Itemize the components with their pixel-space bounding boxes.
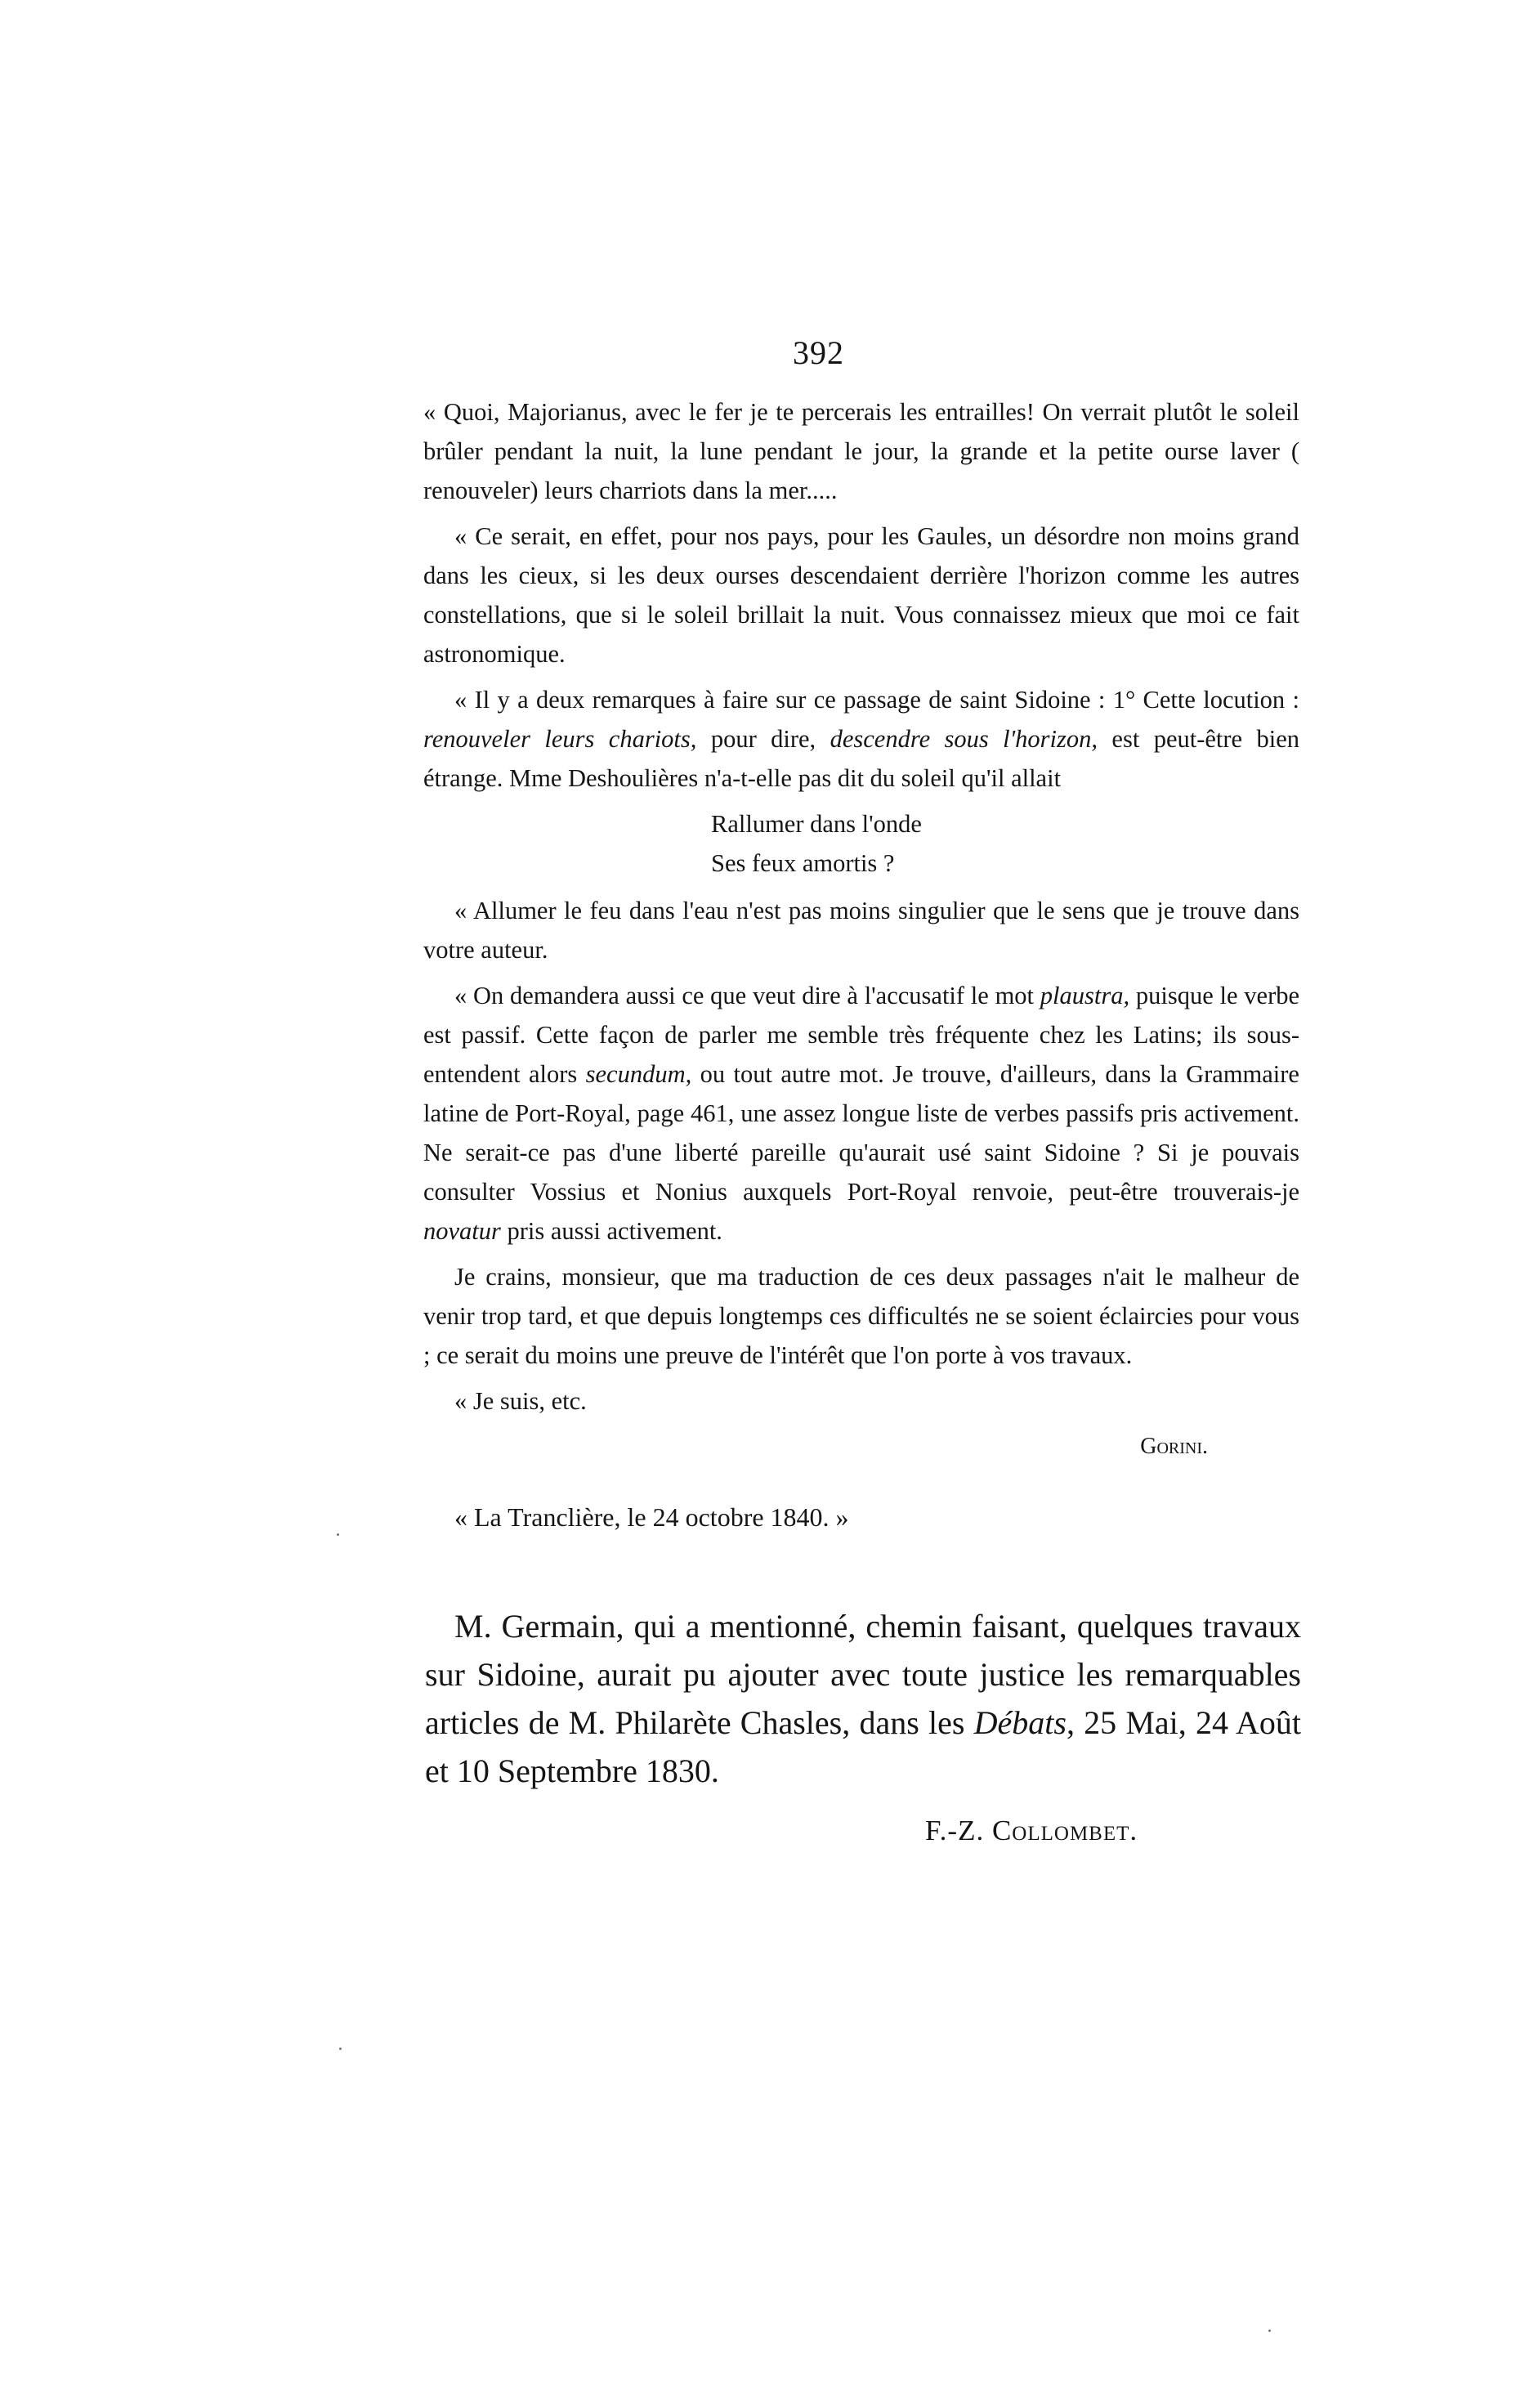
italic-phrase: Débats — [973, 1704, 1067, 1741]
italic-phrase: descendre sous l'horizon, — [830, 725, 1098, 753]
paragraph: « Allumer le feu dans l'eau n'est pas moins singulier que le sens que je trouve dans votre auteur. — [423, 897, 1299, 964]
paper-speck — [339, 2048, 342, 2050]
paper-speck — [337, 1533, 339, 1536]
author-signature: F.-Z. Collombet. — [925, 1815, 1138, 1846]
text-run: « Il y a deux remarques à faire sur ce passage de saint Sidoine : 1° Cette locution : — [454, 686, 1299, 714]
letter-body — [423, 392, 1299, 1537]
text-run: « On demandera aussi ce que veut dire à l'accusatif le mot — [454, 982, 1040, 1009]
paper-speck — [1268, 2330, 1271, 2332]
paragraph: Je crains, monsieur, que ma traduction de ces deux passages n'ait le malheur de venir trop tard, et que depuis longtemps ces difficultés ne se soient éclaircies pour vous ; ce serait du moins une preuve de l'intérêt que l'on porte à vos travaux. — [423, 1263, 1299, 1369]
verse-line: Rallumer dans l'onde — [711, 810, 922, 838]
text-run: M. Germain, qui a mentionné, chemin faisant, quelques travaux sur Sidoine, aurait pu ajouter avec toute justice les remarquables articles de M. Philarète Chasles, dans les — [425, 1608, 1301, 1741]
italic-phrase: secundum, — [585, 1060, 692, 1088]
italic-phrase: renouveler leurs chariots, — [423, 725, 697, 753]
text-run: pour dire, — [696, 725, 830, 753]
text-run: puisque le verbe est passif. Cette façon de parler me semble très fréquente chez les Latins; ils sous-entendent alors — [423, 982, 1300, 1088]
paragraph — [423, 680, 1299, 798]
paragraph — [425, 1602, 1301, 1795]
page-number: 392 — [793, 334, 844, 371]
dateline: « La Tranclière, le 24 octobre 1840. » — [454, 1502, 849, 1532]
text-run: ou tout autre mot. Je trouve, d'ailleurs, dans la Grammaire latine de Port-Royal, page 461, une assez longue liste de verbes passifs pris activement. Ne serait-ce pas d'une liberté pareille qu'aurait usé saint Sidoine ? Si je pouvais consulter Vossius et Nonius auxquels Port-Royal renvoie, peut-être trouverais-je — [423, 1060, 1299, 1206]
paragraph — [423, 976, 1299, 1251]
italic-phrase: plaustra, — [1040, 982, 1130, 1009]
verse-quote — [711, 804, 1299, 883]
paragraph: « Ce serait, en effet, pour nos pays, pour les Gaules, un désordre non moins grand dans les cieux, si les deux ourses descendaient derrière l'horizon comme les autres constellations, que si le soleil brillait la nuit. Vous connaissez mieux que moi ce fait astronomique. — [423, 522, 1299, 668]
paragraph: « Quoi, Majorianus, avec le fer je te percerais les entrailles! On verrait plutôt le soleil brûler pendant la nuit, la lune pendant le jour, la grande et la petite ourse laver ( renouveler) leurs charriots dans la mer..... — [423, 398, 1299, 504]
closing-formula: « Je suis, etc. — [454, 1387, 587, 1415]
verse-line: Ses feux amortis ? — [711, 849, 895, 877]
letter-signature: Gorini. — [1140, 1434, 1208, 1459]
italic-phrase: novatur — [423, 1217, 501, 1245]
editor-note — [425, 1602, 1301, 1795]
text-run: pris aussi activement. — [500, 1217, 722, 1245]
text-run: , 25 Mai, 24 Août et 10 Septembre 1830. — [425, 1704, 1301, 1789]
text-run: est peut-être bien étrange. Mme Deshoulières n'a-t-elle pas dit du soleil qu'il allait — [423, 725, 1299, 792]
